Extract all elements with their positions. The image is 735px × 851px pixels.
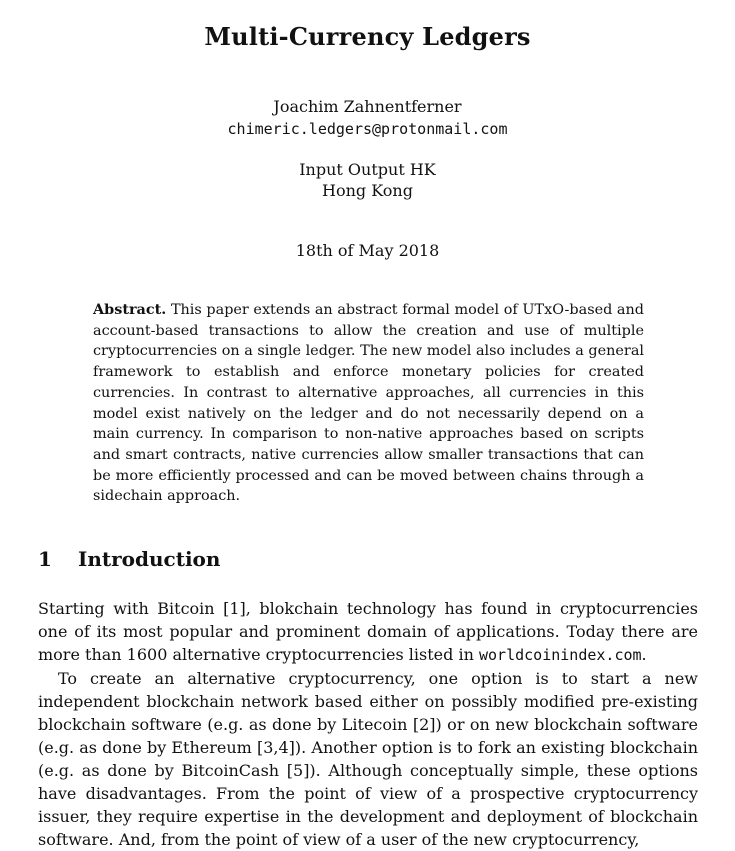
affiliation-org: Input Output HK [299, 160, 436, 179]
affiliation-location: Hong Kong [322, 181, 413, 200]
section-title: Introduction [78, 547, 221, 571]
paragraph-1-url: worldcoinindex.com [478, 646, 642, 664]
author-email: chimeric.ledgers@protonmail.com [227, 120, 508, 138]
abstract [93, 300, 644, 507]
paragraph-1 [38, 597, 698, 667]
paragraph-1-text: Starting with Bitcoin [1], blokchain technology has found in cryptocurrencies one of its most popular and prominent domain of applications. Today there are more than 1600 alternative cryptocurrencies listed in [38, 599, 698, 664]
abstract-text: This paper extends an abstract formal model of UTxO-based and account-based transactions to allow the creation and use of multiple cryptocurrencies on a single ledger. The new model also includes a general framework to establish and enforce monetary policies for created currencies. In contrast to alternative approaches, all currencies in this model exist natively on the ledger and do not necessarily depend on a main currency. In comparison to non-native approaches based on scripts and smart contracts, native currencies allow smaller transactions that can be more efficiently processed and can be moved between chains through a sidechain approach. [93, 302, 644, 505]
paragraph-2: To create an alternative cryptocurrency, one option is to start a new independent blockchain network based either on possibly modified pre-existing blockchain software (e.g. as done by Litecoin [2]) or on new blockchain software (e.g. as done by Ethereum [3,4]). Another option is to fork an existing blockchain (e.g. as done by BitcoinCash [5]). Although conceptually simple, these options have disadvantages. From the point of view of a prospective cryptocurrency issuer, they require expertise in the development and deployment of blockchain software. And, from the point of view of a user of the new cryptocurrency, [38, 669, 698, 849]
section-heading [38, 547, 220, 571]
paper-title: Multi-Currency Ledgers [204, 22, 531, 51]
body-text [38, 597, 698, 851]
author-name: Joachim Zahnentferner [273, 97, 462, 116]
paper-date: 18th of May 2018 [295, 241, 440, 260]
paragraph-1-end: . [641, 645, 647, 664]
section-number: 1 [38, 547, 52, 571]
abstract-label: Abstract. [93, 301, 167, 318]
